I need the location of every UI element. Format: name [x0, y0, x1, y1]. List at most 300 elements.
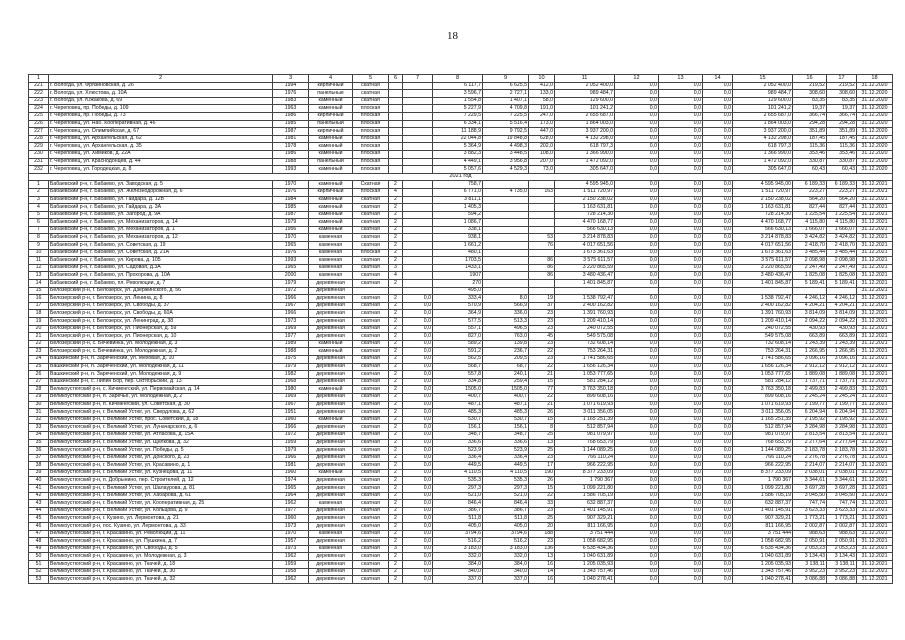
table-cell: 336,6: [433, 439, 483, 447]
table-cell: 1 343 757,46: [733, 568, 793, 576]
table-cell: скатная: [353, 401, 389, 409]
table-cell: [403, 242, 433, 250]
table-cell: 2: [389, 454, 403, 462]
table-cell: 0,0: [615, 530, 659, 538]
table-cell: 827,44: [827, 204, 857, 212]
table-cell: 19: [529, 295, 555, 303]
table-cell: 0,0: [615, 302, 659, 310]
table-cell: [529, 280, 555, 288]
table-cell: Бабаевский р-н, г. Бабаево, ул. Механизаторов, д. 12: [49, 234, 273, 242]
table-cell: 2 499,83: [827, 386, 857, 394]
table-cell: 0,0: [615, 150, 659, 158]
table-cell: кирпичный: [309, 128, 353, 136]
table-cell: 1951: [273, 409, 309, 417]
table-cell: [403, 219, 433, 227]
table-cell: 31.12.2021: [857, 249, 893, 257]
table-cell: г. Череповец, ул. Архангельская, д. 62: [49, 135, 273, 143]
table-cell: 907 329,21: [555, 515, 615, 523]
table-cell: 1982: [273, 371, 309, 379]
table-cell: деревянная: [309, 355, 353, 363]
table-cell: [389, 150, 403, 158]
table-cell: 811 166,95: [733, 523, 793, 531]
table-cell: 308,60: [827, 90, 857, 98]
table-cell: 1 741 586,65: [733, 355, 793, 363]
table-cell: 0,0: [703, 576, 733, 584]
table-cell: 4 595 945,00: [733, 181, 793, 189]
table-row: [29, 226, 893, 234]
table-cell: 348,7: [483, 431, 529, 439]
table-cell: Великоустюгский р-н, г. Красавино, ул. Ткачей, д. 32: [49, 576, 273, 584]
table-cell: 618 797,3: [555, 143, 615, 151]
table-cell: 1 053 777,65: [555, 371, 615, 379]
table-row: [29, 462, 893, 470]
table-cell: 31.12.2020: [857, 105, 893, 113]
table-cell: 1970: [273, 530, 309, 538]
table-cell: 2: [389, 561, 403, 569]
table-cell: 1973: [273, 523, 309, 531]
table-cell: 0,0: [703, 378, 733, 386]
table-cell: 511,8: [433, 515, 483, 523]
table-cell: 1 586 705,19: [733, 492, 793, 500]
table-cell: 1 673 361,63: [555, 249, 615, 257]
table-cell: 0,0: [403, 340, 433, 348]
table-cell: скатная: [353, 424, 389, 432]
table-cell: 3 284,98: [827, 424, 857, 432]
table-cell: 4 470 168,77: [555, 219, 615, 227]
table-cell: 1984: [273, 196, 309, 204]
table-cell: деревянная: [309, 318, 353, 326]
table-cell: 0,0: [659, 492, 703, 500]
table-cell: каменная: [309, 530, 353, 538]
table-cell: 52: [29, 568, 49, 576]
table-cell: скатная: [353, 219, 389, 227]
table-cell: 3 480 436,47: [733, 272, 793, 280]
table-cell: 0,0: [659, 462, 703, 470]
table-cell: 31.12.2021: [857, 242, 893, 250]
table-cell: 336,4: [483, 454, 529, 462]
table-cell: 0,0: [703, 431, 733, 439]
table-cell: 2: [389, 568, 403, 576]
table-cell: 2 499,83: [793, 386, 827, 394]
table-cell: скатная: [353, 211, 389, 219]
table-cell: 1 511 720,97: [555, 188, 615, 196]
table-row: [29, 386, 893, 394]
table-cell: [483, 272, 529, 280]
table-cell: 31.12.2021: [857, 485, 893, 493]
table-cell: [403, 181, 433, 189]
table-cell: 31.12.2021: [857, 424, 893, 432]
table-cell: 0,0: [703, 485, 733, 493]
table-cell: Великоустюгский р-н, г. Красавино, ул. Молодежная, д. 3: [49, 553, 273, 561]
table-cell: 6 625,5: [483, 82, 529, 90]
table-cell: [389, 143, 403, 151]
table-row: [29, 295, 893, 303]
table-cell: 1974: [273, 477, 309, 485]
table-cell: 1975: [273, 355, 309, 363]
table-cell: 0,0: [403, 507, 433, 515]
table-cell: 3 751 444: [555, 530, 615, 538]
table-cell: 2 912,12: [793, 363, 827, 371]
table-cell: 0,0: [615, 431, 659, 439]
table-cell: 0,0: [703, 409, 733, 417]
table-cell: скатная: [353, 355, 389, 363]
table-cell: 0,0: [659, 135, 703, 143]
table-cell: скатная: [353, 393, 389, 401]
table-cell: 31.12.2021: [857, 188, 893, 196]
table-cell: 728 214,30: [555, 211, 615, 219]
table-cell: плоская: [353, 143, 389, 151]
table-cell: 0,0: [615, 500, 659, 508]
table-cell: 31.12.2021: [857, 568, 893, 576]
table-cell: 0,0: [659, 386, 703, 394]
table-cell: скатная: [353, 561, 389, 569]
table-cell: 2: [389, 401, 403, 409]
table-cell: [389, 128, 403, 136]
table-cell: 0,0: [703, 112, 733, 120]
table-cell: 4 110,5: [483, 469, 529, 477]
table-cell: 2 277,64: [827, 439, 857, 447]
table-cell: 1 790 367: [733, 477, 793, 485]
table-cell: 31.12.2021: [857, 226, 893, 234]
table-cell: деревянная: [309, 302, 353, 310]
table-cell: 2 038,01: [827, 469, 857, 477]
column-header: 9: [483, 75, 529, 83]
table-cell: 31.12.2021: [857, 386, 893, 394]
table-cell: 589,2: [433, 340, 483, 348]
table-cell: 3: [389, 264, 403, 272]
column-header: 5: [353, 75, 389, 83]
table-cell: 1 472 092,0: [733, 158, 793, 166]
table-cell: 2 247,49: [793, 264, 827, 272]
table-cell: [403, 272, 433, 280]
table-cell: 31.12.2021: [857, 545, 893, 553]
table-cell: 513,3: [483, 318, 529, 326]
table-cell: 2: [389, 234, 403, 242]
table-cell: [793, 287, 827, 295]
table-cell: 2: [389, 439, 403, 447]
table-cell: 297,3: [483, 485, 529, 493]
column-header: 4: [309, 75, 353, 83]
table-cell: 15: [529, 485, 555, 493]
table-cell: 0,0: [403, 545, 433, 553]
table-cell: 50: [29, 553, 49, 561]
table-cell: 1 243,39: [793, 340, 827, 348]
table-cell: 811 166,95: [555, 523, 615, 531]
table-cell: 0,0: [615, 181, 659, 189]
table-cell: 31.12.2021: [857, 523, 893, 531]
table-cell: 0,0: [403, 500, 433, 508]
table-cell: 0,0: [703, 545, 733, 553]
table-cell: 0,0: [615, 386, 659, 394]
table-cell: 31.12.2021: [857, 447, 893, 455]
table-cell: 0,0: [659, 249, 703, 257]
table-cell: 3 220 865,59: [555, 264, 615, 272]
table-cell: 330,87: [793, 158, 827, 166]
table-cell: скатная: [353, 82, 389, 90]
table-cell: 2: [29, 188, 49, 196]
table-cell: 1 165 251,39: [733, 416, 793, 424]
table-cell: плоская: [353, 150, 389, 158]
table-cell: [703, 287, 733, 295]
table-row: [29, 150, 893, 158]
table-cell: 2: [389, 196, 403, 204]
table-cell: 512 857,94: [555, 424, 615, 432]
table-cell: 0,0: [703, 500, 733, 508]
table-cell: 31.12.2021: [857, 409, 893, 417]
table-cell: 338,1: [433, 226, 483, 234]
table-cell: 6 535 434,36: [555, 545, 615, 553]
table-cell: 2: [389, 431, 403, 439]
table-cell: 0,0: [659, 401, 703, 409]
table-row: [29, 325, 893, 333]
table-cell: 0,0: [615, 211, 659, 219]
table-cell: 3 623,33: [827, 507, 857, 515]
table-cell: 1 058 682,95: [555, 538, 615, 546]
table-cell: 11: [29, 257, 49, 265]
table-cell: 25: [529, 431, 555, 439]
table-cell: 1 040 278,41: [733, 576, 793, 584]
table-cell: 0,0: [615, 196, 659, 204]
table-cell: [659, 287, 703, 295]
table-cell: 907 329,21: [733, 515, 793, 523]
table-cell: 0,0: [403, 355, 433, 363]
table-cell: 2: [389, 538, 403, 546]
table-cell: 384,0: [433, 561, 483, 569]
table-cell: 31.12.2021: [857, 431, 893, 439]
table-cell: 2: [389, 477, 403, 485]
table-cell: 2: [389, 507, 403, 515]
table-cell: 2 912,12: [827, 363, 857, 371]
table-row: [29, 523, 893, 531]
table-cell: 101 241,2: [555, 105, 615, 113]
table-cell: 0,0: [703, 181, 733, 189]
table-cell: деревянная: [309, 568, 353, 576]
table-cell: [483, 249, 529, 257]
table-cell: 0,0: [615, 454, 659, 462]
table-cell: 6 189,33: [793, 181, 827, 189]
table-cell: 663,89: [793, 333, 827, 341]
table-cell: г. Вологда, ул. Фрязиновская, д. 26: [49, 82, 273, 90]
table-cell: 2 418,70: [793, 242, 827, 250]
table-cell: 1 472 092,0: [555, 158, 615, 166]
table-cell: 0,0: [615, 120, 659, 128]
table-cell: 0,0: [615, 188, 659, 196]
table-cell: 2000: [273, 272, 309, 280]
table-cell: 1433,1: [433, 264, 483, 272]
table-cell: 23: [529, 318, 555, 326]
year-label: 2021 год: [29, 173, 893, 181]
table-cell: 221: [29, 82, 49, 90]
table-cell: 0,0: [403, 561, 433, 569]
table-cell: 18: [29, 310, 49, 318]
table-cell: 0,0: [403, 431, 433, 439]
table-cell: 0,0: [615, 378, 659, 386]
table-cell: 1962: [273, 500, 309, 508]
table-cell: Великоустюгский р-н, г. Великий Устюг, ул. Победы, д. 5: [49, 447, 273, 455]
table-cell: деревянная: [309, 424, 353, 432]
table-cell: 0,0: [659, 242, 703, 250]
table-cell: 31.12.2020: [857, 143, 893, 151]
table-row: [29, 355, 893, 363]
table-cell: 4 132 298,0: [555, 135, 615, 143]
table-cell: 1 266,95: [793, 348, 827, 356]
table-cell: 1964: [273, 492, 309, 500]
table-cell: 1 401 145,91: [555, 507, 615, 515]
table-cell: 0,0: [615, 318, 659, 326]
table-cell: скатная: [353, 553, 389, 561]
table-cell: 1979: [273, 219, 309, 227]
register-sheet: [28, 74, 892, 584]
table-cell: 0,0: [659, 416, 703, 424]
table-cell: каменный: [309, 211, 353, 219]
table-cell: 226: [29, 120, 49, 128]
table-cell: 0,0: [659, 553, 703, 561]
table-cell: Белозерский р-н, г. Белозерск, ул. Свободы, д. 60А: [49, 310, 273, 318]
table-cell: [403, 211, 433, 219]
table-cell: 3 956,8: [483, 158, 529, 166]
table-cell: 0,0: [703, 515, 733, 523]
table-cell: 480,1: [433, 249, 483, 257]
table-cell: скатная: [353, 363, 389, 371]
table-cell: скатная: [353, 90, 389, 98]
table-cell: 0,0: [659, 333, 703, 341]
table-cell: 101 241,2: [733, 105, 793, 113]
table-cell: Великоустюгский р-н, г. Кузино, ул. Лермонтова, д. 21: [49, 515, 273, 523]
table-cell: 1 225,54: [793, 211, 827, 219]
column-header: 14: [703, 75, 733, 83]
table-cell: 0,0: [703, 401, 733, 409]
table-cell: 0,0: [615, 295, 659, 303]
table-cell: 0,0: [403, 409, 433, 417]
table-cell: 632 887,37: [733, 500, 793, 508]
table-cell: 19: [29, 318, 49, 326]
table-cell: 351,89: [827, 128, 857, 136]
table-cell: г. Вологда, ул. Южакова, д. 69: [49, 97, 273, 105]
table-cell: 2: [389, 447, 403, 455]
table-cell: 0,0: [615, 507, 659, 515]
table-cell: 3 937 200,0: [733, 128, 793, 136]
table-cell: 0,0: [659, 318, 703, 326]
table-cell: Вашкинский р-н, с. Липин Бор, пер. Октябрьский, д. 13: [49, 378, 273, 386]
table-cell: 0,0: [659, 120, 703, 128]
table-cell: плоская: [353, 135, 389, 143]
table-cell: 1972: [273, 431, 309, 439]
table-cell: [403, 97, 433, 105]
table-cell: 38: [29, 462, 49, 470]
table-cell: 337,0: [433, 576, 483, 584]
table-cell: 1 666,07: [793, 226, 827, 234]
table-cell: 516,2: [483, 538, 529, 546]
table-cell: 23: [29, 348, 49, 356]
table-cell: 0,0: [659, 424, 703, 432]
table-cell: 33: [29, 424, 49, 432]
table-cell: 0,0: [403, 318, 433, 326]
table-cell: 2 098,98: [827, 257, 857, 265]
table-cell: [529, 211, 555, 219]
table-row: [29, 393, 893, 401]
table-cell: 1 058 682,95: [733, 538, 793, 546]
table-cell: деревянная: [309, 393, 353, 401]
table-row: [29, 135, 893, 143]
table-cell: [483, 211, 529, 219]
table-cell: 86: [529, 272, 555, 280]
table-cell: 0,0: [659, 325, 703, 333]
table-cell: 0,0: [703, 295, 733, 303]
table-cell: каменная: [309, 249, 353, 257]
table-cell: 209,5: [483, 355, 529, 363]
table-cell: 3 284,98: [793, 424, 827, 432]
table-cell: скатная: [353, 348, 389, 356]
table-cell: 340,0: [483, 568, 529, 576]
table-cell: 4: [389, 272, 403, 280]
table-cell: 1 538 792,47: [555, 295, 615, 303]
table-cell: 0,0: [659, 128, 703, 136]
table-cell: 31.12.2021: [857, 371, 893, 379]
table-cell: 129 600,0: [555, 97, 615, 105]
table-cell: 31.12.2021: [857, 211, 893, 219]
table-cell: 1 825,08: [827, 272, 857, 280]
table-cell: 0,0: [403, 393, 433, 401]
table-cell: Великоустюгский р-н, г. Великий Устюг, ул. Щелкова, д. 32: [49, 439, 273, 447]
table-cell: 44: [29, 507, 49, 515]
table-cell: 3 134,43: [793, 553, 827, 561]
table-cell: 16: [529, 561, 555, 569]
table-cell: г. Череповец, пр. Победы, д. 109: [49, 105, 273, 113]
table-cell: 0,0: [615, 272, 659, 280]
table-cell: 758,7: [433, 181, 483, 189]
table-cell: 523,9: [433, 447, 483, 455]
table-cell: 0,0: [659, 538, 703, 546]
table-cell: 17: [29, 302, 49, 310]
table-cell: 3794,6: [483, 530, 529, 538]
table-cell: [389, 82, 403, 90]
table-cell: 566 630,13: [555, 226, 615, 234]
table-row: [29, 211, 893, 219]
table-cell: 1 889,08: [793, 371, 827, 379]
table-cell: 2: [389, 204, 403, 212]
table-cell: 223,27: [827, 188, 857, 196]
table-cell: 26: [529, 409, 555, 417]
table-cell: г. Череповец, ул. Наб. Кооперативная, д. 46: [49, 120, 273, 128]
table-cell: 1957: [273, 538, 309, 546]
table-cell: 4 595 945,0: [555, 181, 615, 189]
table-cell: 0,0: [659, 219, 703, 227]
table-cell: Великоустюгский р-н, г. Великий Устюг, ул. Кольцова, д. 9: [49, 507, 273, 515]
table-cell: 2: [389, 318, 403, 326]
table-cell: [483, 280, 529, 288]
table-cell: 173,0: [529, 120, 555, 128]
table-cell: 449,5: [483, 462, 529, 470]
table-cell: 1 673 361,63: [733, 249, 793, 257]
table-cell: 0,0: [659, 393, 703, 401]
table-cell: 1978: [273, 143, 309, 151]
table-cell: 1 554,8: [433, 97, 483, 105]
table-cell: 3 937 200,0: [555, 128, 615, 136]
table-cell: 1970: [273, 181, 309, 189]
table-cell: [389, 135, 403, 143]
table-cell: 0,0: [615, 242, 659, 250]
table-cell: 31.12.2021: [857, 287, 893, 295]
table-cell: 2 052 400,0: [733, 82, 793, 90]
table-cell: 13: [529, 439, 555, 447]
table-cell: 1 366 990,0: [555, 150, 615, 158]
table-cell: скатная: [353, 492, 389, 500]
table-cell: 0,0: [403, 439, 433, 447]
table-cell: 0,0: [703, 272, 733, 280]
table-cell: 23: [529, 538, 555, 546]
table-cell: 2: [389, 469, 403, 477]
table-cell: 31.12.2021: [857, 576, 893, 584]
